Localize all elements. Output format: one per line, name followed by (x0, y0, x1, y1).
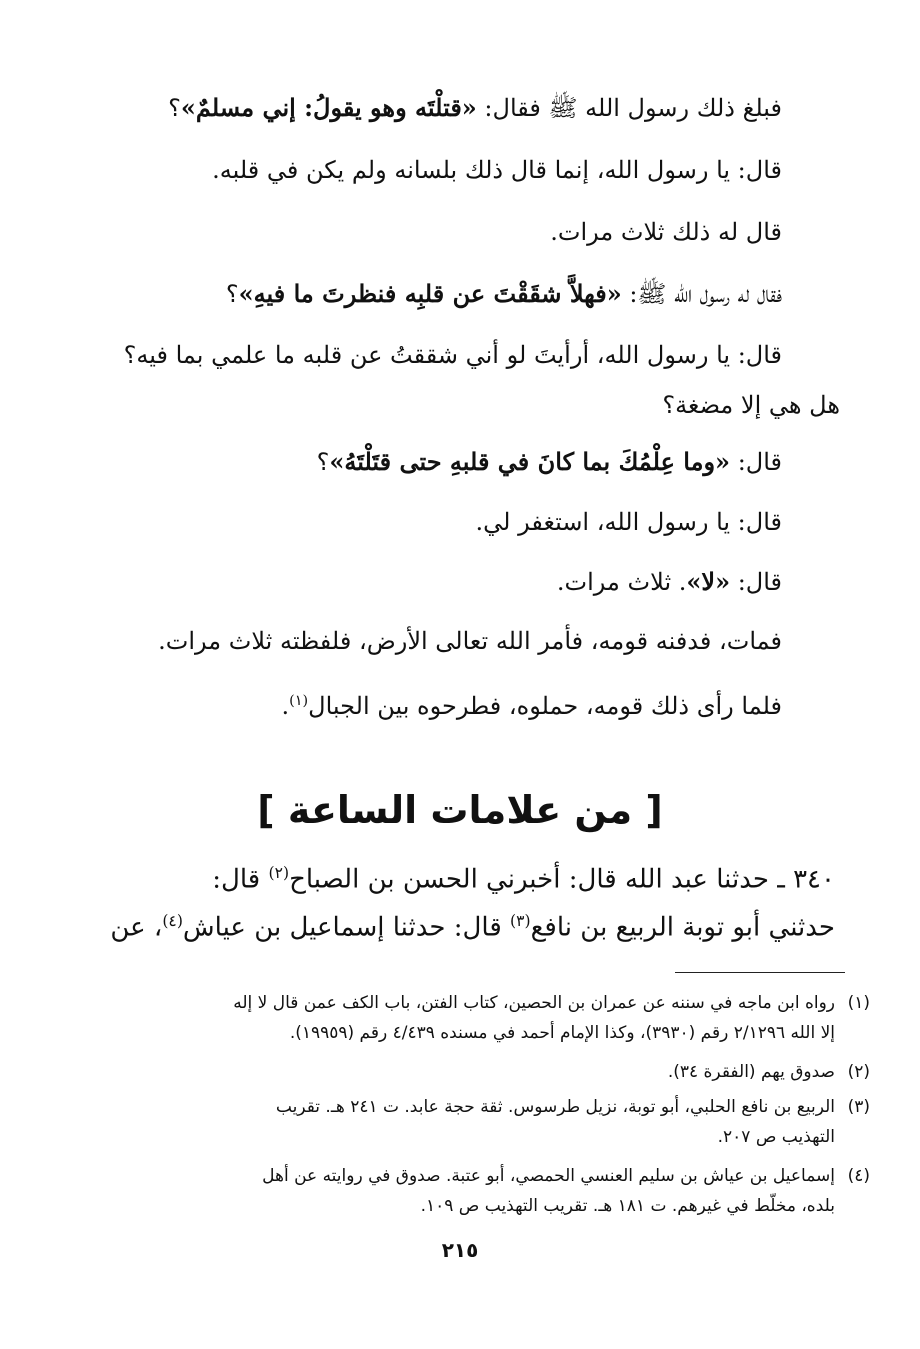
footnote-4-line-2: بلده، مخلّط في غيرهم. ت ١٨١ هـ. تقريب التهذيب ص ١٠٩. (420, 1196, 835, 1216)
footnote-4-line-1: إسماعيل بن عياش بن سليم العنسي الحمصي، أبو عتبة. صدوق في روايته عن أهل (262, 1166, 835, 1186)
body-line-4: فقال له رسول الله ﷺ: «فهلاَّ شقَقْتَ عن قلبِه فنظرتَ ما فيهِ»؟ (225, 279, 782, 308)
footnote-3-number: (٣) (847, 1097, 870, 1117)
footnote-3-line-1: الربيع بن نافع الحلبي، أبو توبة، نزيل طرسوس. ثقة حجة عابد. ت ٢٤١ هـ. تقريب (275, 1097, 835, 1117)
body-line-3: قال له ذلك ثلاث مرات. (550, 218, 782, 246)
footnote-2-number: (٢) (847, 1062, 870, 1082)
footnote-3 (105, 1092, 835, 1152)
footnote-1-line-1: رواه ابن ماجه في سننه عن عمران بن الحصين، كتاب الفتن، باب الكف عمن قال لا إله (233, 993, 835, 1013)
footnote-2-line-1: صدوق يهم (الفقرة ٣٤). (667, 1062, 835, 1082)
footnote-3-line-2: التهذيب ص ٢٠٧. (717, 1127, 835, 1147)
body-line-9: قال: «لا». ثلاث مرات. (556, 567, 782, 596)
section-heading: [ من علامات الساعة ] (257, 788, 663, 832)
footnote-4 (105, 1161, 835, 1221)
body-line-5: قال: يا رسول الله، أرأيتَ لو أني شققتُ عن قلبه ما علمي بما فيه؟ (123, 341, 782, 369)
footnote-ref-2: (٢) (268, 864, 290, 882)
footnote-2 (105, 1057, 835, 1087)
footnote-4-number: (٤) (847, 1166, 870, 1186)
body-line-1: فبلغ ذلك رسول الله ﷺ فقال: «قتلْتَه وهو يقولُ: إني مسلمٌ»؟ (168, 93, 782, 122)
body-line-2: قال: يا رسول الله، إنما قال ذلك بلسانه ولم يكن في قلبه. (212, 156, 782, 184)
body-line-11: فلما رأى ذلك قومه، حملوه، فطرحوه بين الجبال$^{(١)}$. (281, 692, 782, 720)
body-line-10: فمات، فدفنه قومه، فأمر الله تعالى الأرض، فلفظته ثلاث مرات. (158, 627, 782, 655)
footnote-1-number: (١) (847, 993, 870, 1013)
footnote-1-line-2: إلا الله ٢/١٢٩٦ رقم (٣٩٣٠)، وكذا الإمام أحمد في مسنده ٤/٤٣٩ رقم (١٩٩٥٩). (289, 1023, 835, 1043)
footnote-ref-3: (٣) (510, 912, 531, 930)
footnote-ref-4: (٤) (162, 912, 183, 930)
footnote-1 (105, 988, 835, 1048)
hadith-line-1: ٣٤٠ ـ حدثنا عبد الله قال: أخبرني الحسن بن الصباح$^{(٢)}$ قال: (212, 864, 835, 895)
body-line-6: هل هي إلا مضغة؟ (662, 391, 840, 419)
hadith-line-2: حدثني أبو توبة الربيع بن نافع$^{(٣)}$ قال: حدثنا إسماعيل بن عياش$^{(٤)}$، عن (110, 912, 835, 943)
footnote-ref-1: (١) (289, 693, 309, 709)
footnote-divider (675, 972, 845, 973)
body-line-8: قال: يا رسول الله، استغفر لي. (475, 508, 782, 536)
body-line-7: قال: «وما عِلْمُكَ بما كانَ في قلبهِ حتى قتَلْتَهُ»؟ (316, 447, 782, 476)
page-number: ٢١٥ (441, 1238, 479, 1262)
